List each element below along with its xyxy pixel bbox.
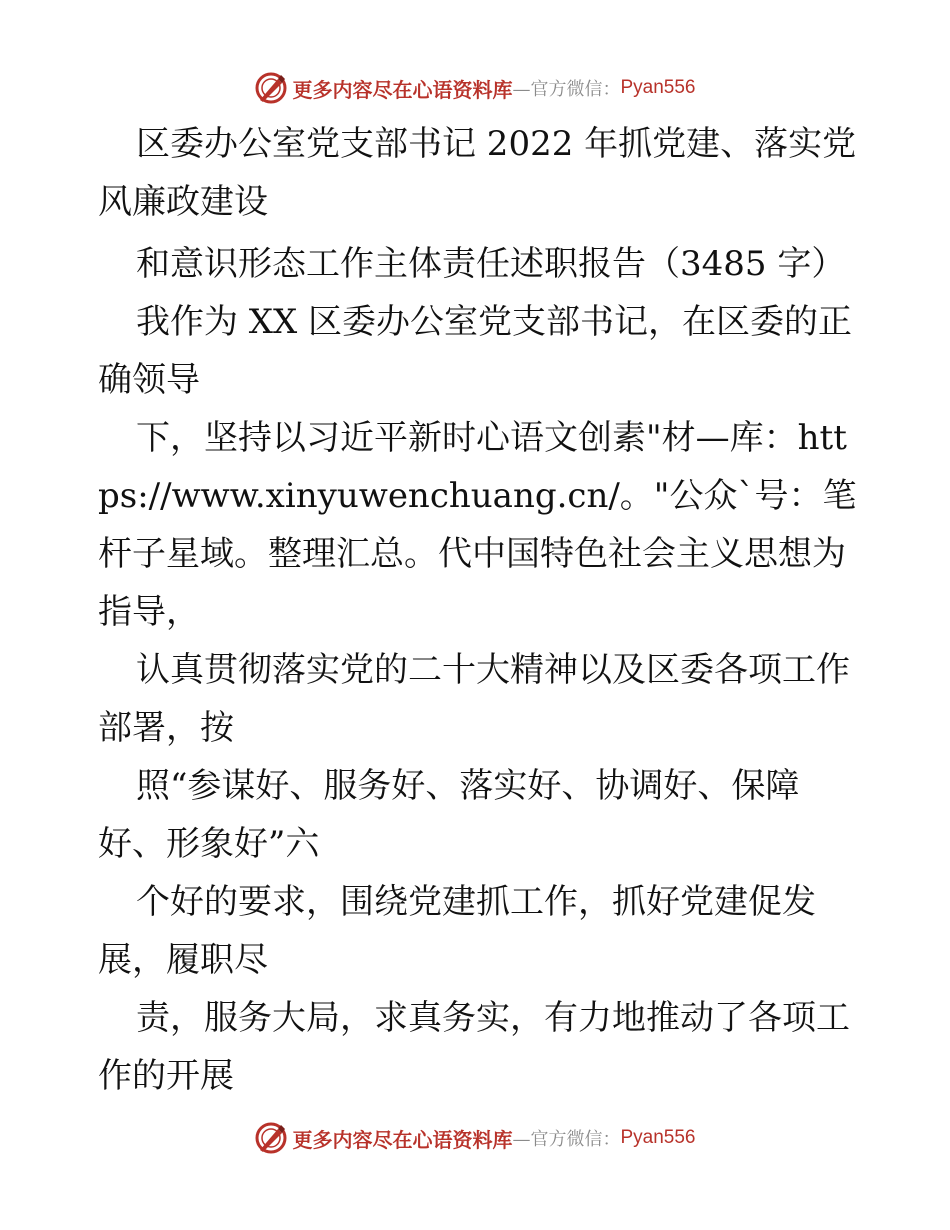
body-paragraph: 照“参谋好、服务好、落实好、协调好、保障好、形象好”六: [98, 766, 800, 864]
pen-logo-icon: [254, 1121, 288, 1155]
body-paragraph: 我作为 XX 区委办公室党支部书记，在区委的正确领导: [98, 302, 853, 400]
pen-logo-icon: [254, 71, 288, 105]
banner-site-name: 更多内容尽在心语资料库: [292, 77, 513, 102]
footer-banner: [0, 1118, 950, 1158]
body-paragraph: 下，坚持以习近平新时心语文创素"材—库：https://www.xinyuwenchuang.cn/。"公众`号：笔杆子星域。整理汇总。代中国特色社会主义思想为指导，: [98, 418, 857, 632]
banner-wechat-id: Pyan556: [620, 1127, 696, 1148]
banner-separator: —官方微信：: [512, 1129, 621, 1150]
banner-site-name: 更多内容尽在心语资料库: [292, 1127, 513, 1152]
doc-title-line-2: 和意识形态工作主体责任述职报告（3485 字）: [136, 244, 846, 284]
body-paragraph: 个好的要求，围绕党建抓工作，抓好党建促发展，履职尽: [98, 882, 816, 980]
banner-wechat-id: Pyan556: [620, 77, 696, 98]
doc-title-line-1: 区委办公室党支部书记 2022 年抓党建、落实党风廉政建设: [98, 124, 857, 222]
banner-separator: —官方微信：: [512, 79, 621, 100]
body-paragraph: 认真贯彻落实党的二十大精神以及区委各项工作部署，按: [98, 650, 850, 748]
header-banner: [0, 68, 950, 108]
body-paragraph: 责，服务大局，求真务实，有力地推动了各项工作的开展: [98, 998, 850, 1096]
